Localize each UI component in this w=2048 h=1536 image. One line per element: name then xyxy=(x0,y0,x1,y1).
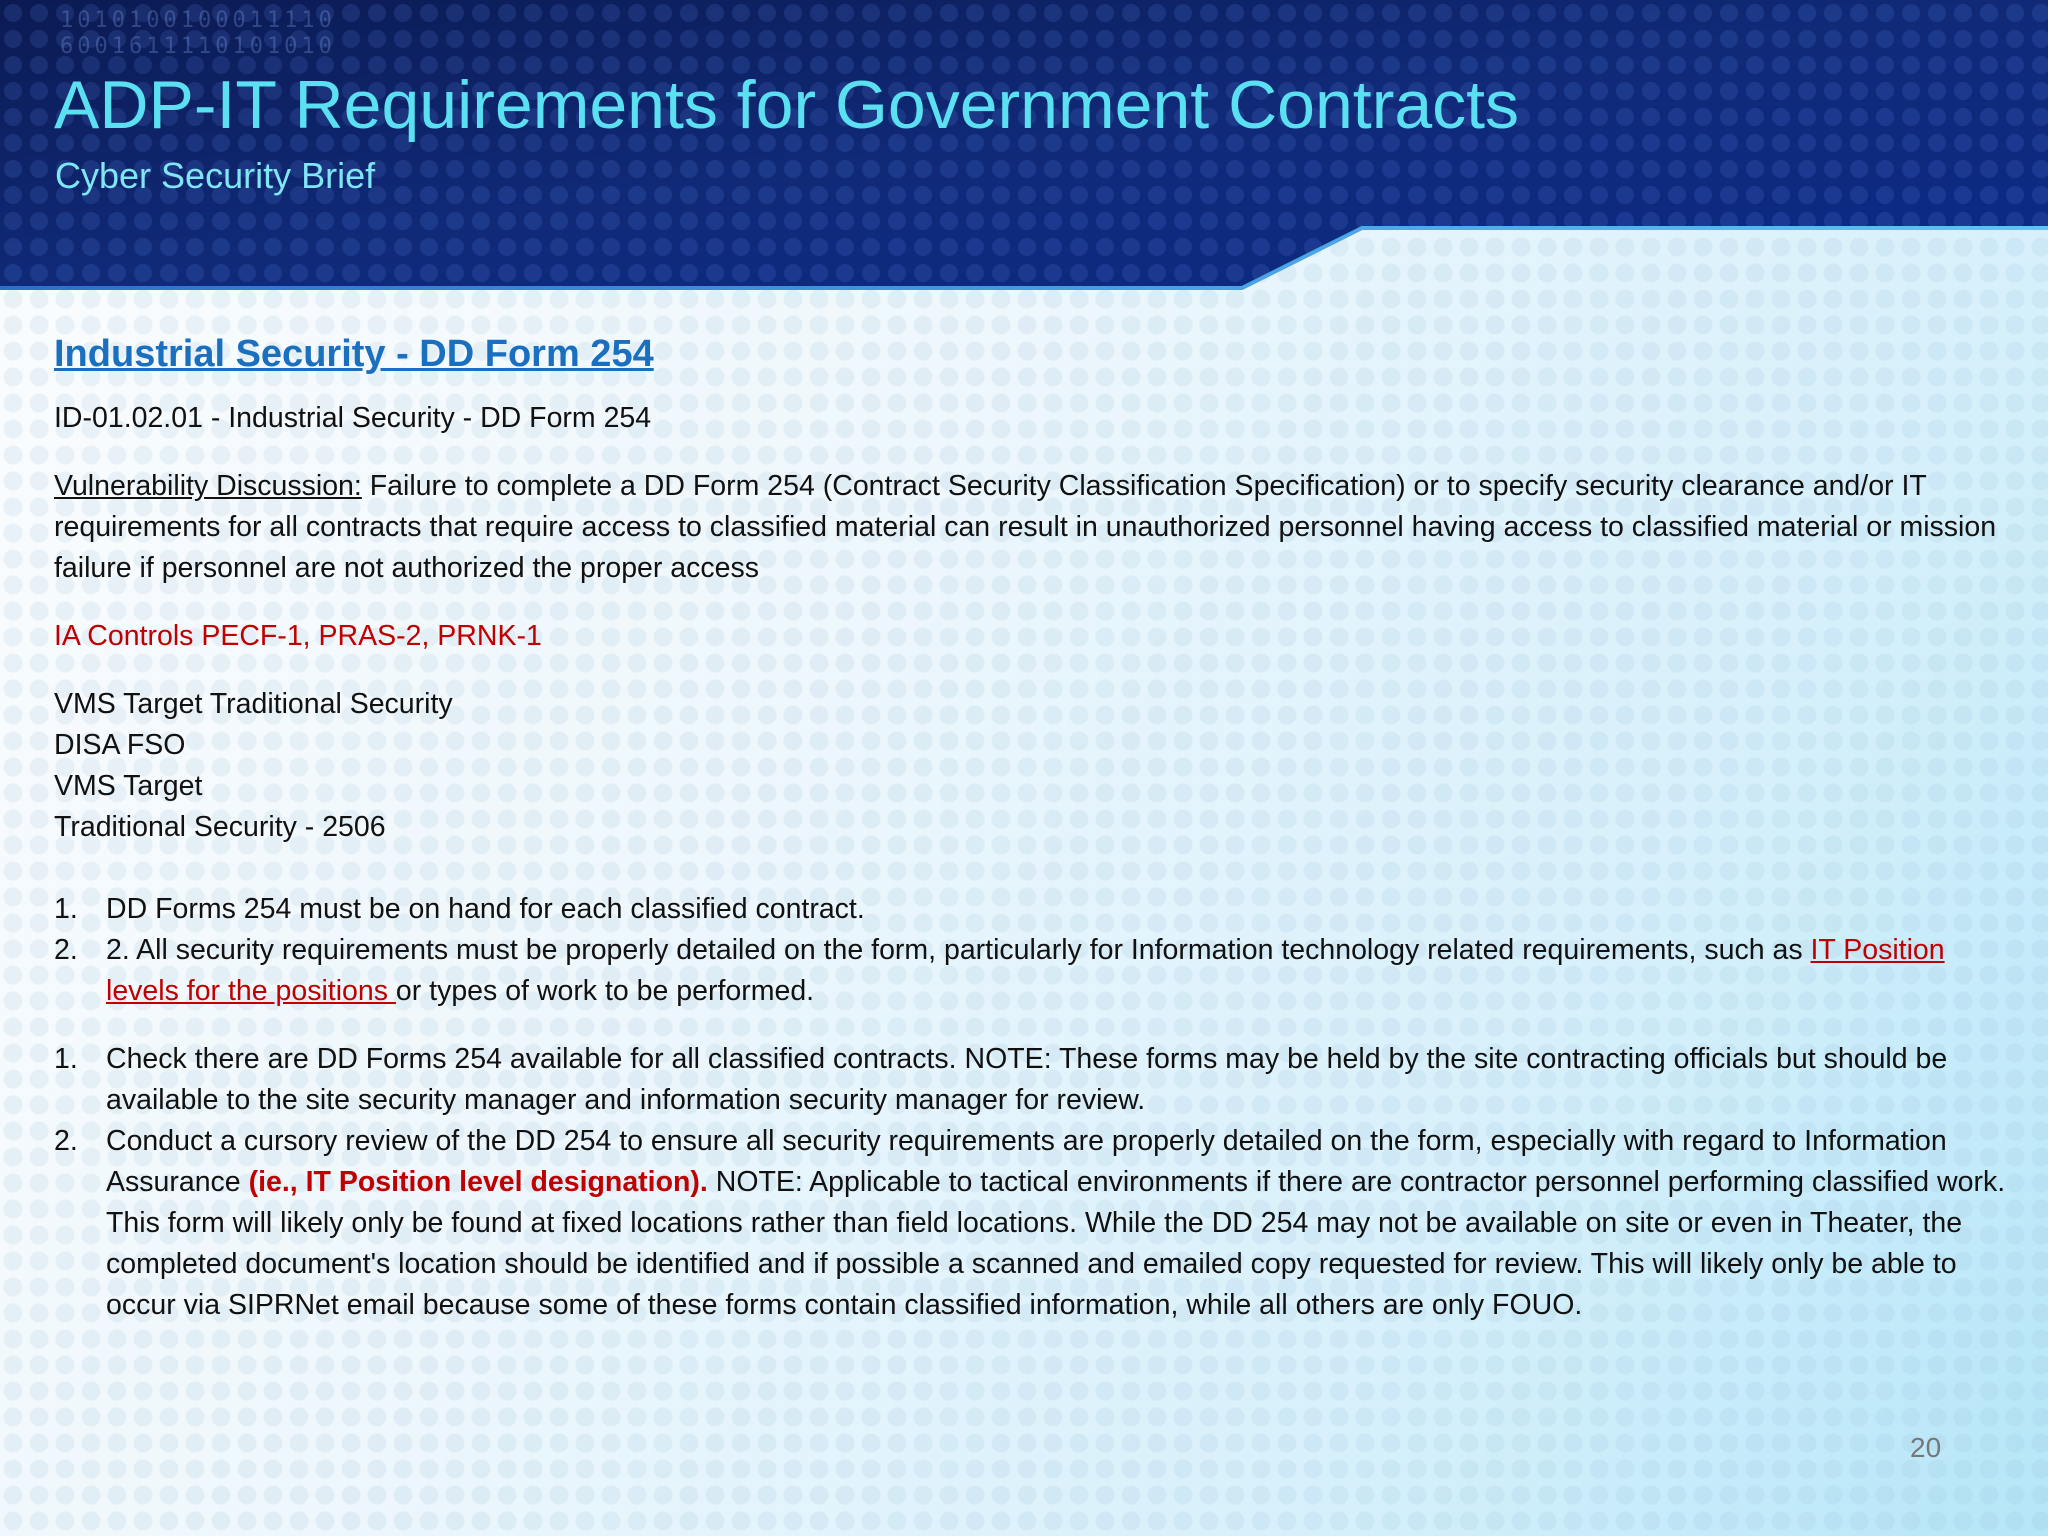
id-line: ID-01.02.01 - Industrial Security - DD Form 254 xyxy=(54,402,652,434)
ia-controls: IA Controls PECF-1, PRAS-2, PRNK-1 xyxy=(54,620,542,652)
list-item-text: Check there are DD Forms 254 available for all classified contracts. NOTE: These forms may be held by the site contracting officials but should be available to the site security manager and information security manager for review. xyxy=(106,1043,1948,1116)
binary-line: 6001611110101010 xyxy=(60,34,336,59)
check-procedures-list xyxy=(54,1039,2014,1326)
list-item-text: 2. All security requirements must be properly detailed on the form, particularly for Information technology related requirements, such as xyxy=(106,934,1811,966)
list-item xyxy=(54,1121,2014,1326)
binary-line: 1010100100011110 xyxy=(60,8,336,33)
list-item-text: Conduct a cursory review of the DD 254 to ensure all security requirements are properly detailed on the form, especially with regard to Information Assurance xyxy=(106,1125,1947,1198)
section-heading[interactable]: Industrial Security - DD Form 254 xyxy=(54,333,654,375)
list-number: 1. xyxy=(54,1043,78,1075)
vms-line: DISA FSO xyxy=(54,729,186,761)
requirements-list xyxy=(54,889,2014,1012)
list-number: 2. xyxy=(54,934,78,966)
vulnerability-discussion xyxy=(54,466,2014,589)
list-item xyxy=(54,889,2014,930)
list-item xyxy=(54,1039,2014,1121)
list-number: 1. xyxy=(54,893,78,925)
list-item-text: NOTE: Applicable to tactical environments if there are contractor personnel performing classified work. This form will likely only be found at fixed locations rather than field locations. While the DD 254 may not be available on site or even in Theater, the completed document's location should be identified and if possible a scanned and emailed copy requested for review. This will likely only be able to occur via SIPRNet email because some of these forms contain classified information, while all others are only FOUO. xyxy=(106,1166,2006,1321)
list-item-text: DD Forms 254 must be on hand for each classified contract. xyxy=(106,893,865,925)
vms-line: VMS Target Traditional Security xyxy=(54,688,453,720)
slide-subtitle: Cyber Security Brief xyxy=(55,155,376,196)
binary-decoration xyxy=(60,8,336,60)
vms-line: VMS Target xyxy=(54,770,203,802)
header-banner xyxy=(0,0,2048,300)
vms-block xyxy=(54,684,2014,848)
it-position-designation: (ie., IT Position level designation). xyxy=(248,1166,708,1198)
slide-content xyxy=(54,328,2014,1353)
it-position-levels-link[interactable]: IT Position levels for the positions xyxy=(106,934,1945,1007)
list-item-text: or types of work to be performed. xyxy=(395,975,815,1007)
page-number: 20 xyxy=(1910,1432,1942,1463)
list-number: 2. xyxy=(54,1125,78,1157)
vms-line: Traditional Security - 2506 xyxy=(54,811,386,843)
slide-title: ADP-IT Requirements for Government Contracts xyxy=(54,67,1520,143)
vulnerability-label: Vulnerability Discussion: xyxy=(54,470,362,502)
list-item xyxy=(54,930,2014,1012)
vulnerability-text: Failure to complete a DD Form 254 (Contract Security Classification Specification) or to specify security clearance and/or IT requirements for all contracts that require access to classified material can result in unauthorized personnel having access to classified material or mission failure if personnel are not authorized the proper access xyxy=(54,470,1997,584)
